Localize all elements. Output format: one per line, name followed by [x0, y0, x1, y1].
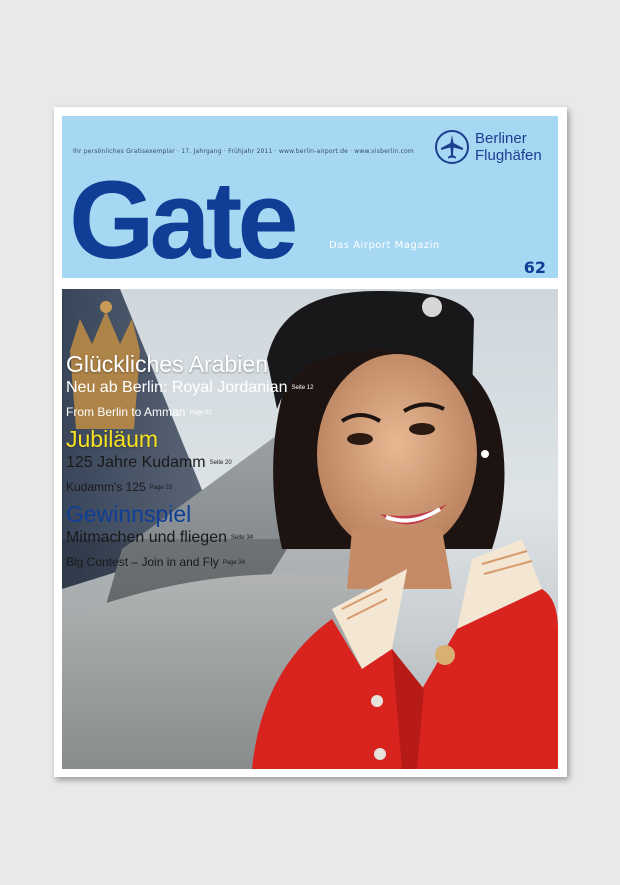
story-english-text: From Berlin to Amman [66, 405, 186, 420]
issue-number: 62 [523, 258, 546, 277]
story-page-reference: Seite 12 [291, 385, 314, 391]
cover-story [66, 426, 232, 496]
magazine-title: Gate [69, 159, 294, 282]
story-english-line [66, 479, 232, 496]
story-page-reference: Seite 20 [209, 460, 232, 466]
cover-story [66, 351, 314, 421]
story-page-reference: Seite 34 [230, 535, 254, 541]
masthead [62, 116, 558, 282]
story-subhead-text: 125 Jahre Kudamm [66, 454, 206, 472]
magazine-subtitle: Das Airport Magazin [329, 240, 440, 251]
person-face [317, 354, 477, 554]
cover-tagline: Ihr persönliches Gratisexemplar · 17. Jahrgang · Frühjahr 2011 · www.berlin-airport.de · www.visberlin.com [73, 148, 414, 155]
story-english-page-reference: Page 32 [189, 410, 212, 417]
berliner-flughafen-logo [434, 127, 554, 171]
cover-story [66, 501, 253, 571]
story-subhead-text: Neu ab Berlin: Royal Jordanian [66, 379, 288, 397]
story-english-page-reference: Page 34 [222, 560, 246, 567]
story-english-text: Big Contest – Join in and Fly [66, 555, 219, 570]
story-subhead [66, 453, 232, 473]
logo-line-1: Berliner [475, 130, 527, 147]
story-english-line [66, 554, 253, 571]
airplane-icon [434, 129, 470, 165]
magazine-cover [54, 107, 567, 777]
story-subhead-text: Mitmachen und fliegen [66, 529, 227, 547]
story-subhead [66, 378, 314, 398]
story-english-line [66, 404, 314, 421]
story-english-page-reference: Page 33 [149, 485, 173, 492]
story-headline: Glückliches Arabien [66, 351, 268, 377]
uniform-badge-icon [435, 645, 455, 665]
story-headline: Gewinnspiel [66, 501, 192, 527]
story-subhead [66, 528, 253, 548]
story-english-text: Kudamm's 125 [66, 480, 146, 495]
story-headline: Jubiläum [66, 426, 159, 452]
logo-line-2: Flughäfen [475, 147, 542, 164]
